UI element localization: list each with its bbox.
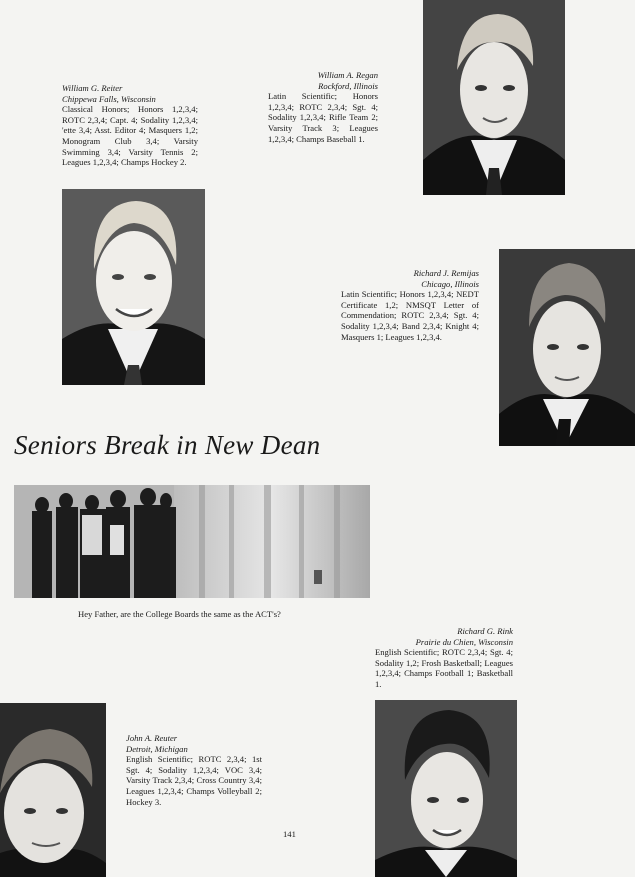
senior-name: William A. Regan [317, 70, 378, 80]
senior-activities: Latin Scientific; Honors 1,2,3,4; NEDT Certificate 1,2; NMSQT Letter of Commendation; ROTC 2,3,4; Sgt. 4; Sodality 1,2,3,4; Band 2,3,4; Knight 4; Masquers 1; Leagues 1,2,3,4. [341, 289, 479, 342]
portrait-rink [375, 700, 517, 877]
section-headline: Seniors Break in New Dean [14, 430, 321, 460]
senior-hometown: Chicago, Illinois [421, 278, 479, 289]
page-number: 141 [283, 829, 296, 839]
bio-reiter [62, 83, 198, 168]
bio-regan [268, 70, 378, 144]
senior-activities: Latin Scientific; Honors 1,2,3,4; ROTC 2,3,4; Sgt. 4; Sodality 1,2,3,4; Rifle Team 2; Varsity Track 3; Leagues 1,2,3,4; Champs Baseball 1. [268, 91, 378, 144]
bio-rink [375, 626, 513, 690]
senior-hometown: Chippewa Falls, Wisconsin [62, 93, 156, 104]
photo-caption: Hey Father, are the College Boards the same as the ACT's? [78, 609, 281, 619]
portrait-regan [423, 0, 565, 195]
senior-hometown: Prairie du Chien, Wisconsin [415, 636, 513, 647]
portrait-reuter [0, 703, 106, 877]
senior-name: Richard G. Rink [457, 626, 513, 636]
portrait-reiter [62, 189, 205, 385]
candid-photo [14, 485, 370, 598]
senior-name: Richard J. Remijas [413, 268, 479, 278]
senior-hometown: Detroit, Michigan [126, 743, 188, 754]
senior-activities: Classical Honors; Honors 1,2,3,4; ROTC 2,3,4; Capt. 4; Sodality 1,2,3,4; 'ette 3,4; Asst. Editor 4; Masquers 1,2; Monogram Club 3,4; Varsity Swimming 3,4; Varsity Tennis 2; Leagues 1,2,3,4; Champs Hockey 2. [62, 104, 198, 168]
portrait-remijas [499, 249, 635, 446]
senior-name: William G. Reiter [62, 83, 123, 93]
bio-remijas [341, 268, 479, 342]
senior-hometown: Rockford, Illinois [318, 80, 378, 91]
bio-reuter [126, 733, 262, 807]
senior-name: John A. Reuter [126, 733, 178, 743]
senior-activities: English Scientific; ROTC 2,3,4; Sgt. 4; Sodality 1,2; Frosh Basketball; Leagues 1,2,3,4; Champs Football 1; Basketball 1. [375, 647, 513, 689]
senior-activities: English Scientific; ROTC 2,3,4; 1st Sgt. 4; Sodality 1,2,3,4; VOC 3,4; Varsity Track 2,3,4; Cross Country 3,4; Leagues 1,2,3,4; Champs Volleyball 2; Hockey 3. [126, 754, 262, 807]
